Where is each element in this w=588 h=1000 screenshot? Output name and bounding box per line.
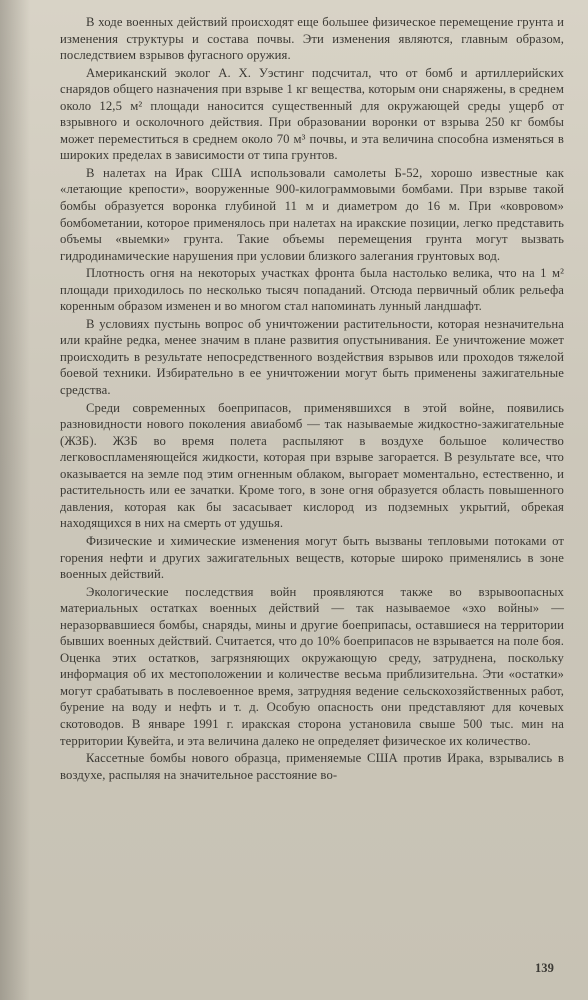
paragraph-fuel-air-bombs: Среди современных боеприпасов, применявшихся в этой войне, появились разновидности нового поколения авиабомб — так называемые жидкостно-зажигательные (ЖЗБ). ЖЗБ во время полета распыляют в воздухе большое количество легковоспламеняющейся жидкости, которая при взрыве загорается. В результате все, что оказывается на земле под этим огненным облаком, выгорает моментально, естественно, и растительность или ее зачатки. Кроме того, в зоне огня образуется область повышенного давления, которая как бы засасывает кислород из подземных укрытий, обрекая находящихся в них на смерть от удушья. xyxy=(60,400,564,531)
paragraph-desert-vegetation: В условиях пустынь вопрос об уничтожении растительности, которая незначительна или крайне редка, менее значим в плане развития опустынивания. Ее уничтожение может происходить в результате непосредственного воздействия взрывов или проходов тяжелой боевой техники. Избирательно в ее уничтожении могут быть применены зажигательные средства. xyxy=(60,316,564,398)
paragraph-soil-movement: В ходе военных действий происходят еще большее физическое перемещение грунта и изменения структуры и состава почвы. Эти изменения являются, главным образом, последствием взрывов фугасного оружия. xyxy=(60,15,564,63)
paragraph-cluster-bombs: Кассетные бомбы нового образца, применяемые США против Ирака, взрывались в воздухе, распыляя на значительное расстояние во- xyxy=(60,751,564,782)
paragraph-b52-raids: В налетах на Ирак США использовали самолеты Б-52, хорошо известные как «летающие крепости», вооруженные 900-килограммовыми бомбами. При взрыве такой бомбы образуется воронка глубиной 11 м и диаметром до 16 м. При «ковровом» бомбометании, которое применялось при налетах на иракские позиции, легко представить объемы «выемки» грунта. Такие объемы перемещения грунта могут вызвать гидродинамические нарушения при условии близкого залегания грунтовых вод. xyxy=(60,165,564,263)
paragraph-echo-of-war: Экологические последствия войн проявляются также во взрывоопасных материальных остатках военных действий — так называемое «эхо войны» — неразорвавшиеся бомбы, снаряды, мины и другие боеприпасы, оставшиеся на территории бывших военных действий. Считается, что до 10% боеприпасов не взрывается на поле боя. Оценка этих остатков, загрязняющих окружающую среду, затруднена, поскольку информация об их местоположении и количестве весьма приблизительна. Эти «остатки» могут срабатывать в послевоенное время, затрудняя ведение сельскохозяйственных работ, бурение на воду и нефть и т. д. Особую опасность они представляют для кочевых скотоводов. В январе 1991 г. иракская сторона установила свыше 500 тыс. мин на территории Кувейта, и эта величина далеко не определяет физическое их количество. xyxy=(60,584,564,748)
page-number: 139 xyxy=(534,961,554,975)
paragraph-fire-density: Плотность огня на некоторых участках фронта была настолько велика, что на 1 м² площади приходилось по несколько тысяч попаданий. Отсюда первичный облик рельефа коренным образом изменен и во многом стал напоминать лунный ландшафт. xyxy=(60,266,564,314)
paragraph-thermal-changes: Физические и химические изменения могут быть вызваны тепловыми потоками от горения нефти и других зажигательных веществ, которые широко применялись в зоне военных действий. xyxy=(60,533,564,582)
paragraph-westing-estimate: Американский эколог А. Х. Уэстинг подсчитал, что от бомб и артиллерийских снарядов общего назначения при взрыве 1 кг вещества, которым они снаряжены, в среднем около 12,5 м² площади наносится существенный для окружающей среды ущерб от взрывного и осколочного действия. При образовании воронки от взрыва 250 кг бомбы может переместиться в среднем около 70 м³ почвы, и эта величина способна изменяться в широких пределах в зависимости от типа грунтов. xyxy=(60,65,564,163)
